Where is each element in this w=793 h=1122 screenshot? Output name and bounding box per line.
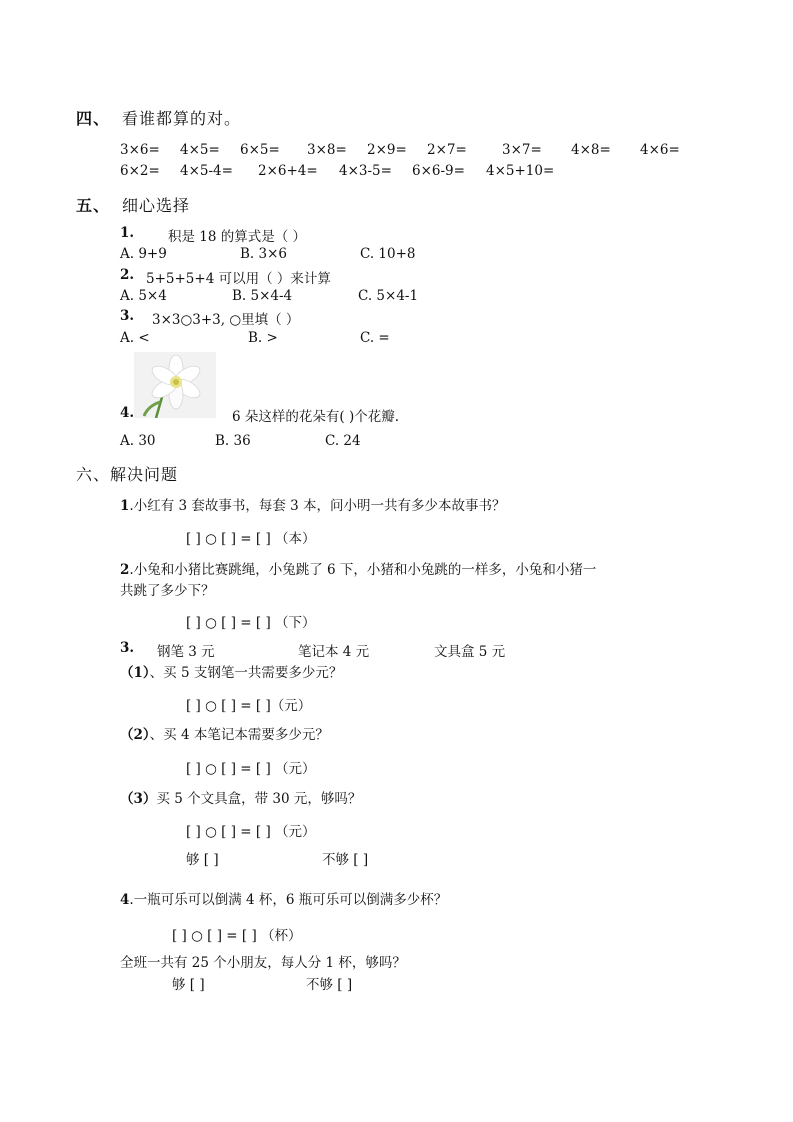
option-a: A. 9+9 bbox=[120, 246, 167, 262]
option-c: C. 24 bbox=[325, 433, 361, 449]
equation-blanks: [ ] ○ [ ] = [ ]（元） bbox=[186, 698, 312, 714]
calc-item: 6×6-9= bbox=[412, 163, 465, 179]
calc-item: 6×2= bbox=[120, 163, 160, 179]
section5-heading: 细心选择 bbox=[122, 196, 191, 215]
calc-item: 2×9= bbox=[367, 142, 407, 158]
question-number: 4. bbox=[120, 405, 135, 421]
problem-text-continued: 共跳了多少下？ bbox=[120, 583, 215, 599]
equation-blanks: [ ] ○ [ ] = [ ] （元） bbox=[186, 824, 316, 840]
question-number: 1. bbox=[120, 225, 135, 241]
option-c: C. 10+8 bbox=[360, 246, 416, 262]
equation-blanks: [ ] ○ [ ] = [ ] （下） bbox=[186, 615, 316, 631]
option-b: B. 36 bbox=[215, 433, 251, 449]
sub-question-1 bbox=[120, 661, 342, 681]
calc-item: 3×7= bbox=[502, 142, 542, 158]
price-notebook: 笔记本 4 元 bbox=[298, 644, 370, 660]
problem-4 bbox=[120, 888, 447, 908]
sub-question-text: 、买 4 本笔记本需要多少元？ bbox=[149, 727, 329, 743]
not-enough-choice: 不够 [ ] bbox=[306, 977, 353, 993]
problem-text: .小兔和小猪比赛跳绳，小兔跳了 6 下，小猪和小兔跳的一样多，小兔和小猪一 bbox=[129, 562, 597, 578]
calc-item: 2×6+4= bbox=[258, 163, 318, 179]
not-enough-choice: 不够 [ ] bbox=[322, 852, 369, 868]
enough-choice: 够 [ ] bbox=[172, 977, 205, 993]
option-b: B. > bbox=[248, 330, 278, 346]
price-pencil-case: 文具盒 5 元 bbox=[434, 644, 506, 660]
problem-number: 4 bbox=[120, 892, 130, 908]
problem-2 bbox=[120, 558, 596, 578]
equation-blanks: [ ] ○ [ ] = [ ] （本） bbox=[186, 531, 316, 547]
problem-text: .一瓶可乐可以倒满 4 杯，6 瓶可乐可以倒满多少杯？ bbox=[129, 892, 448, 908]
option-a: A. < bbox=[120, 330, 150, 346]
option-c: C. 5×4-1 bbox=[358, 288, 419, 304]
problem-number: 3. bbox=[120, 640, 135, 656]
calc-item: 4×8= bbox=[571, 142, 611, 158]
sub-question-text: 、买 5 支钢笔一共需要多少元？ bbox=[149, 665, 343, 681]
section6-heading: 六、解决问题 bbox=[76, 465, 179, 484]
sub-question-3 bbox=[120, 787, 361, 807]
enough-choice: 够 [ ] bbox=[186, 852, 219, 868]
option-b: B. 3×6 bbox=[240, 246, 287, 262]
question-number: 3. bbox=[120, 308, 135, 324]
option-a: A. 5×4 bbox=[120, 288, 167, 304]
price-pen: 钢笔 3 元 bbox=[157, 644, 215, 660]
sub-question-number: （3） bbox=[120, 791, 157, 807]
problem-text: .小红有 3 套故事书，每套 3 本，问小明一共有多少本故事书？ bbox=[129, 498, 506, 514]
calc-item: 4×5= bbox=[180, 142, 220, 158]
calc-item: 4×5+10= bbox=[486, 163, 555, 179]
flower-image bbox=[134, 352, 216, 418]
option-b: B. 5×4-4 bbox=[232, 288, 293, 304]
sub-question-number: （1） bbox=[120, 665, 150, 681]
problem-number: 2 bbox=[120, 562, 130, 578]
follow-up-question: 全班一共有 25 个小朋友，每人分 1 杯，够吗？ bbox=[120, 955, 406, 971]
calc-item: 4×6= bbox=[640, 142, 680, 158]
sub-question-2 bbox=[120, 723, 329, 743]
section5-heading-number: 五、 bbox=[76, 196, 111, 215]
sub-question-text: 买 5 个文具盒，带 30 元，够吗？ bbox=[156, 791, 362, 807]
problem-number: 1 bbox=[120, 498, 130, 514]
calc-item: 3×8= bbox=[307, 142, 347, 158]
calc-item: 3×6= bbox=[120, 142, 160, 158]
section4-heading-number: 四、 bbox=[76, 109, 111, 128]
equation-blanks: [ ] ○ [ ] = [ ] （元） bbox=[186, 761, 316, 777]
calc-item: 2×7= bbox=[427, 142, 467, 158]
question-number: 2. bbox=[120, 267, 135, 283]
calc-item: 6×5= bbox=[240, 142, 280, 158]
sub-question-number: （2） bbox=[120, 727, 150, 743]
question-text: 5+5+5+4 可以用（ ）来计算 bbox=[146, 271, 331, 287]
equation-blanks: [ ] ○ [ ] = [ ] （杯） bbox=[172, 928, 302, 944]
section4-heading: 看谁都算的对。 bbox=[122, 109, 242, 128]
option-c: C. = bbox=[360, 330, 390, 346]
question-text: 积是 18 的算式是（ ） bbox=[168, 229, 307, 245]
question-text: 3×3○3+3, ○里填（ ） bbox=[152, 312, 300, 328]
calc-item: 4×3-5= bbox=[339, 163, 392, 179]
option-a: A. 30 bbox=[120, 433, 156, 449]
question-text: 6 朵这样的花朵有( )个花瓣. bbox=[232, 409, 399, 425]
problem-1 bbox=[120, 494, 506, 514]
calc-item: 4×5-4= bbox=[180, 163, 233, 179]
